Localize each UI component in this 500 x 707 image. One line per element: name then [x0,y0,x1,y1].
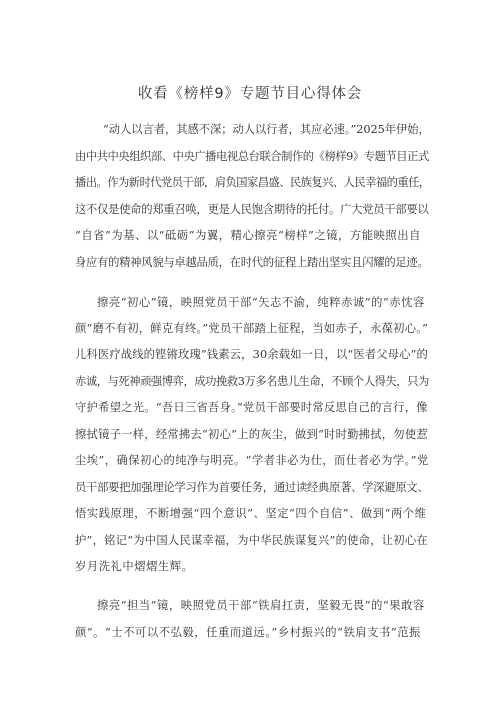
paragraph-line: 擦拭镜子一样，经常拂去“初心”上的灰尘，做到“时时勤拂拭，勿使惹 [75,428,428,441]
paragraph-line: 播出。作为新时代党员干部，肩负国家昌盛、民族复兴、人民幸福的重任， [75,176,430,189]
paragraph-line: 这不仅是使命的郑重召唤，更是人民饱含期待的托付。广大党员干部要以 [75,203,429,216]
paragraph-line: 擦亮“担当”镜，映照党员干部“铁肩扛责，坚毅无畏”的“果敢容 [97,599,425,612]
paragraph-line: 岁月洗礼中熠熠生辉。 [75,560,194,573]
paragraph-line: 儿科医疗战线的铿锵玫瑰”钱素云，30余载如一日，以“医者父母心”的 [75,348,428,361]
paragraph-line: “自省”为基、以“砥砺”为翼，精心擦亮“榜样”之镜，方能映照出自 [75,229,421,242]
paragraph-line: 颜”。“士不可以不弘毅，任重而道远。”乡村振兴的“铁肩支书”范振 [75,626,421,639]
paragraph-line: 擦亮“初心”镜，映照党员干部“矢志不渝，纯粹赤诚”的“赤忱容 [97,296,425,309]
document-title: 收看《榜样9》专题节目心得体会 [137,86,363,102]
paragraph-line: 守护希望之光。“吾日三省吾身。”党员干部要时常反思自己的言行，像 [75,401,428,414]
paragraph-line: 员干部要把加强理论学习作为首要任务，通过读经典原著、学深避原文、 [75,481,429,494]
paragraph-line: 悟实践原理，不断增强“四个意识”、坚定“四个自信”、做到“两个维 [75,507,427,520]
paragraph-line: 由中共中央组织部、中央广播电视总台联合制作的《榜样9》专题节目正式 [75,150,429,163]
paragraph-line: 尘埃”，确保初心的纯净与明亮。“学者非必为仕，而仕者必为学。”党 [75,454,429,467]
paragraph-line: 颜“磨不有初，鲜克有终。”党员干部踏上征程，当如赤子，永葆初心。” [75,322,429,335]
paragraph-line: 护”，铭记“为中国人民谋幸福，为中华民族谋复兴”的使命，让初心在 [75,534,428,547]
paragraph-line: 赤诚，与死神顽强博弈，成功挽救3万多名患儿生命，不顾个人得失，只为 [75,375,429,388]
paragraph-line: “动人以言者，其感不深；动人以行者，其应必速。”2025年伊始， [103,123,430,136]
paragraph-line: 身应有的精神风貌与卓越品质，在时代的征程上踏出坚实且闪耀的足迹。 [75,256,429,269]
